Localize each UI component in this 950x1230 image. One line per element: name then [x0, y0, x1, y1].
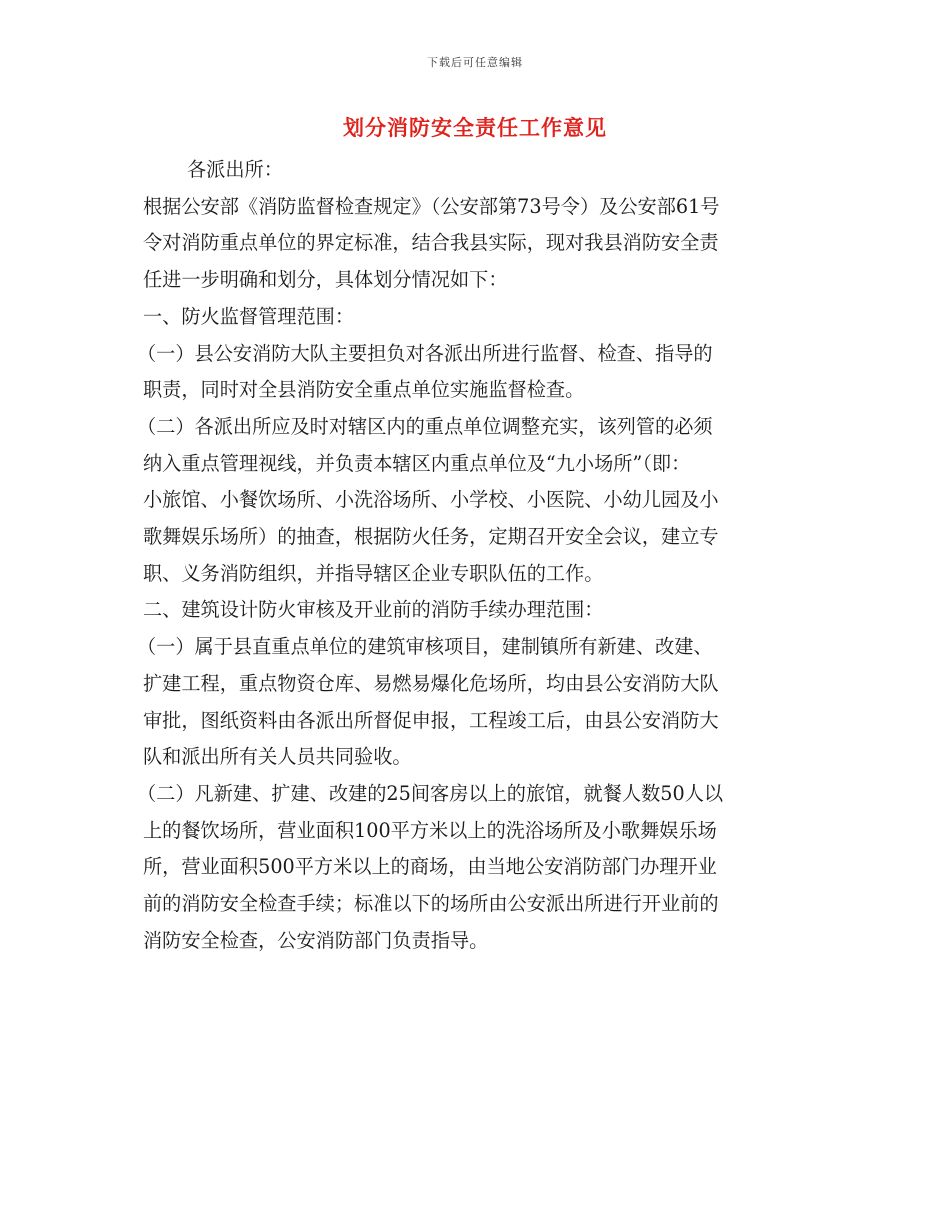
paragraph-line: 任进一步明确和划分，具体划分情况如下：	[143, 268, 508, 292]
section-heading: 二、建筑设计防火审核及开业前的消防手续办理范围：	[143, 598, 604, 622]
document-body	[137, 152, 815, 959]
paragraph-line: 审批，图纸资料由各派出所督促申报，工程竣工后，由县公安消防大	[143, 708, 719, 732]
document-title: 划分消防安全责任工作意见	[343, 115, 607, 140]
paragraph-line: 令对消防重点单位的界定标准，结合我县实际，现对我县消防安全责	[143, 231, 719, 255]
paragraph-line: （一）县公安消防大队主要担负对各派出所进行监督、检查、指导的	[137, 341, 713, 365]
paragraph-line: 小旅馆、小餐饮场所、小洗浴场所、小学校、小医院、小幼儿园及小	[143, 488, 719, 512]
paragraph-line: 所，营业面积500平方米以上的商场，由当地公安消防部门办理开业	[143, 855, 717, 879]
paragraph-line: 职、义务消防组织，并指导辖区企业专职队伍的工作。	[143, 561, 604, 585]
paragraph-line: 前的消防安全检查手续；标准以下的场所由公安派出所进行开业前的	[143, 892, 719, 916]
paragraph-line: 歌舞娱乐场所）的抽查，根据防火任务，定期召开安全会议，建立专	[143, 525, 719, 549]
paragraph-line: 根据公安部《消防监督检查规定》（公安部第73号令）及公安部61号	[143, 194, 720, 218]
paragraph-line: 上的餐饮场所，营业面积100平方米以上的洗浴场所及小歌舞娱乐场	[143, 818, 717, 842]
paragraph-line: 队和派出所有关人员共同验收。	[143, 745, 412, 769]
paragraph-line: 消防安全检查，公安消防部门负责指导。	[143, 928, 489, 952]
paragraph-line: 职责，同时对全县消防安全重点单位实施监督检查。	[143, 378, 585, 402]
paragraph-line: （二）各派出所应及时对辖区内的重点单位调整充实，该列管的必须	[137, 414, 713, 438]
section-heading: 一、防火监督管理范围：	[143, 304, 355, 328]
paragraph-line: 纳入重点管理视线，并负责本辖区内重点单位及“九小场所”（即：	[143, 451, 691, 475]
salutation-line: 各派出所：	[187, 158, 283, 181]
paragraph-line: （一）属于县直重点单位的建筑审核项目，建制镇所有新建、改建、	[137, 635, 713, 659]
page-header-note: 下载后可任意编辑	[427, 56, 523, 69]
paragraph-line: （二）凡新建、扩建、改建的25间客房以上的旅馆，就餐人数50人以	[137, 781, 724, 805]
paragraph-line: 扩建工程，重点物资仓库、易燃易爆化危场所，均由县公安消防大队	[143, 671, 719, 695]
